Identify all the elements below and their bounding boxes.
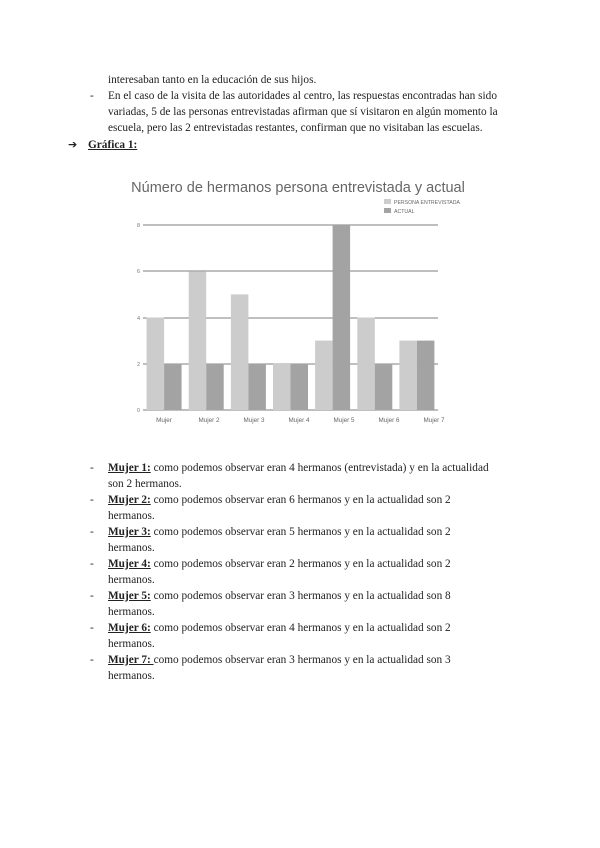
y-tick-0: 0 (136, 408, 140, 414)
item-dash: - (90, 558, 94, 570)
bar-actual-1 (164, 364, 182, 410)
item-3-label: Mujer 3: (108, 526, 151, 538)
section-heading: Gráfica 1: (88, 139, 138, 151)
intro-bullet-line-1: En el caso de la visita de las autoridades al centro, las respuestas encontradas han sido (108, 90, 497, 102)
legend-swatch-entrevistada (384, 199, 391, 204)
item-6-text: como podemos observar eran 4 hermanos y en la actualidad son 2 (150, 622, 451, 634)
item-5-text: como podemos observar eran 3 hermanos y en la actualidad son 8 (150, 590, 451, 602)
item-7-line-1 (108, 652, 451, 668)
bar-entrevistada-2 (189, 271, 207, 410)
x-tick-mujer-4: Mujer 4 (288, 417, 310, 424)
item-7-line-2: hermanos. (108, 670, 155, 682)
chart-title: Número de hermanos persona entrevistada y actual (131, 180, 465, 196)
legend-swatch-actual (384, 208, 391, 213)
item-1-label: Mujer 1: (108, 462, 151, 474)
item-4-line-1 (108, 556, 451, 572)
bar-actual-7 (417, 341, 435, 410)
bar-entrevistada-3 (231, 294, 249, 410)
item-dash: - (90, 654, 94, 666)
bar-entrevistada-5 (315, 341, 333, 410)
item-2-text: como podemos observar eran 6 hermanos y en la actualidad son 2 (150, 494, 451, 506)
item-7-label: Mujer 7: (108, 654, 154, 666)
x-tick-mujer-2: Mujer 2 (198, 417, 220, 424)
item-5-line-2: hermanos. (108, 606, 155, 618)
item-1-text: como podemos observar eran 4 hermanos (entrevistada) y en la actualidad (150, 462, 489, 474)
item-dash: - (90, 462, 94, 474)
item-4-label: Mujer 4: (108, 558, 151, 570)
item-3-line-2: hermanos. (108, 542, 155, 554)
item-5-line-1 (108, 588, 451, 604)
bar-actual-2 (206, 364, 224, 410)
x-tick-mujer-7: Mujer 7 (423, 417, 445, 424)
intro-bullet-line-3: escuela, pero las 2 entrevistadas restantes, confirman que no visitaban las escuelas. (108, 122, 483, 134)
intro-bullet-line-2: variadas, 5 de las personas entrevistadas afirman que sí visitaron en algún momento la (108, 106, 498, 118)
item-dash: - (90, 622, 94, 634)
item-3-line-1 (108, 524, 451, 540)
arrow-icon: ➔ (68, 138, 78, 151)
bar-actual-5 (333, 225, 351, 410)
item-4-text: como podemos observar eran 2 hermanos y en la actualidad son 2 (150, 558, 451, 570)
item-1-line-2: son 2 hermanos. (108, 478, 182, 490)
intro-line: interesaban tanto en la educación de sus hijos. (108, 74, 317, 86)
item-3-text: como podemos observar eran 5 hermanos y en la actualidad son 2 (150, 526, 451, 538)
item-7-text: como podemos observar eran 3 hermanos y en la actualidad son 3 (153, 654, 451, 666)
x-tick-mujer-3: Mujer 3 (243, 417, 265, 424)
y-axis-ticks (137, 223, 140, 414)
bar-actual-3 (248, 364, 266, 410)
item-4-line-2: hermanos. (108, 574, 155, 586)
x-axis-labels (156, 417, 445, 424)
item-1-line-1 (108, 460, 489, 476)
item-2-label: Mujer 2: (108, 494, 151, 506)
bar-actual-4 (291, 364, 309, 410)
legend-label-actual: ACTUAL (394, 209, 415, 215)
legend-label-entrevistada: PERSONA ENTREVISTADA (394, 200, 460, 206)
item-5-label: Mujer 5: (108, 590, 151, 602)
item-dash: - (90, 494, 94, 506)
y-tick-4: 4 (136, 316, 140, 322)
item-2-line-1 (108, 492, 451, 508)
y-tick-8: 8 (136, 223, 140, 229)
bars-group (147, 225, 435, 410)
x-tick-mujer: Mujer (156, 417, 172, 424)
bar-entrevistada-1 (147, 318, 165, 411)
bar-actual-6 (375, 364, 393, 410)
item-dash: - (90, 526, 94, 538)
item-6-line-1 (108, 620, 451, 636)
item-6-label: Mujer 6: (108, 622, 151, 634)
x-tick-mujer-5: Mujer 5 (333, 417, 355, 424)
bar-entrevistada-6 (357, 318, 375, 411)
item-dash: - (90, 590, 94, 602)
x-tick-mujer-6: Mujer 6 (378, 417, 400, 424)
bullet-dash: - (90, 90, 94, 102)
y-tick-2: 2 (136, 362, 140, 368)
bar-entrevistada-7 (399, 341, 417, 410)
bar-entrevistada-4 (273, 364, 291, 410)
item-2-line-2: hermanos. (108, 510, 155, 522)
y-tick-6: 6 (136, 269, 140, 275)
item-6-line-2: hermanos. (108, 638, 155, 650)
